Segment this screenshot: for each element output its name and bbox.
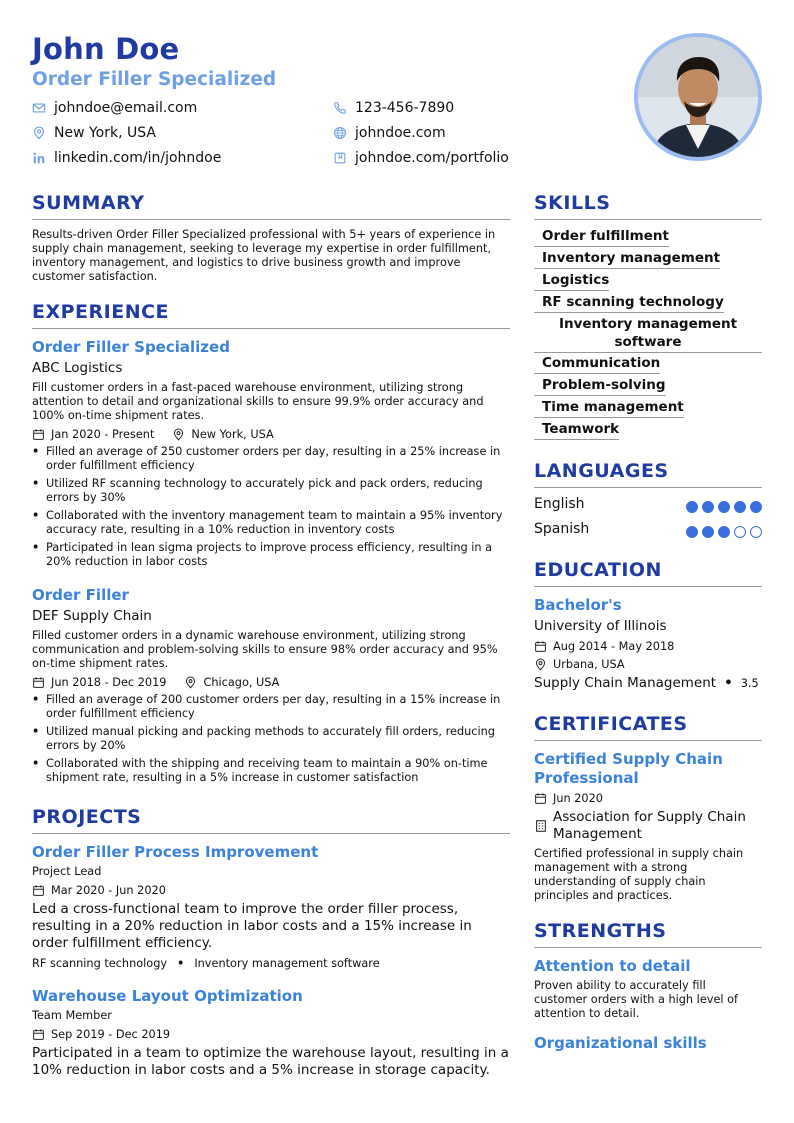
experience-divider: [32, 328, 510, 329]
linkedin-icon: [32, 151, 46, 165]
projects-heading: PROJECTS: [32, 806, 142, 828]
strength-title: Attention to detail: [534, 957, 691, 975]
certificate-description: Certified professional in supply chain management with a strong understanding of supply chain principles and practices.: [534, 847, 744, 902]
project-dates: Mar 2020 - Jun 2020: [51, 883, 166, 897]
project-title: Order Filler Process Improvement: [32, 843, 319, 861]
project-tags: [32, 955, 380, 971]
skill-item: Communication: [534, 354, 660, 374]
experience-heading: EXPERIENCE: [32, 301, 170, 323]
job-bullet: • Participated in lean sigma projects to improve process efficiency, resulting in a 20% reduction in labor costs: [32, 541, 510, 569]
calendar-icon: [534, 640, 547, 653]
education-field-row: [534, 675, 759, 691]
map-pin-icon: [184, 676, 197, 689]
skill-item: RF scanning technology: [534, 293, 724, 313]
proficiency-dot-filled: [686, 501, 698, 513]
skill-item: Teamwork: [534, 420, 619, 440]
project-tag: RF scanning technology: [32, 956, 168, 970]
skill-item: Inventory management software: [534, 315, 762, 353]
globe-icon: [333, 126, 347, 140]
calendar-icon: [32, 428, 45, 441]
job-meta: [32, 674, 279, 690]
contact-phone-text: 123-456-7890: [355, 100, 455, 116]
skill-item: Problem-solving: [534, 376, 666, 396]
job-bullet: • Collaborated with the shipping and receiving team to maintain a 90% on-time shipment rate, resulting in a 5% increase in customer satisfaction: [32, 757, 510, 785]
languages-divider: [534, 487, 762, 488]
project-description: Participated in a team to optimize the warehouse layout, resulting in a 10% reduction in labor costs and a 5% increase in storage capacity.: [32, 1045, 509, 1078]
education-school: University of Illinois: [534, 618, 667, 634]
strength-description: Proven ability to accurately fill customer orders with a high level of attention to detail.: [534, 979, 739, 1020]
education-field: Supply Chain Management: [534, 675, 717, 691]
skills-heading: SKILLS: [534, 192, 611, 214]
contact-phone[interactable]: [333, 98, 454, 118]
skill-item: Order fulfillment: [534, 227, 669, 247]
contact-portfolio[interactable]: [333, 148, 509, 168]
job-bullet: • Collaborated with the inventory management team to maintain a 95% inventory accuracy rate, resulting in a 10% reduction in inventory costs: [32, 509, 510, 537]
strengths-heading: STRENGTHS: [534, 920, 667, 942]
certificate-issuer: Association for Supply Chain Management: [553, 809, 746, 842]
contact-email[interactable]: [32, 98, 197, 118]
map-pin-icon: [534, 658, 547, 671]
job-bullet: • Filled an average of 200 customer orders per day, resulting in a 15% increase in order fulfillment efficiency: [32, 693, 510, 721]
contact-website-text: johndoe.com: [355, 125, 446, 141]
contact-linkedin-text: linkedin.com/in/johndoe: [54, 150, 222, 166]
languages-heading: LANGUAGES: [534, 460, 669, 482]
job-bullet: • Utilized RF scanning technology to accurately pick and pack orders, reducing errors by 30%: [32, 477, 510, 505]
certificate-issuer-row: [534, 809, 762, 843]
certificate-date-row: [534, 790, 603, 806]
proficiency-dot-filled: [702, 526, 714, 538]
job-location: Chicago, USA: [203, 675, 280, 689]
education-divider: [534, 586, 762, 587]
skill-item: Inventory management: [534, 249, 720, 269]
certificates-heading: CERTIFICATES: [534, 713, 688, 735]
building-icon: [534, 819, 548, 833]
skill-item: Time management: [534, 398, 684, 418]
contact-portfolio-text: johndoe.com/portfolio: [355, 150, 509, 166]
job-bullet: • Filled an average of 250 customer orders per day, resulting in a 25% increase in order fulfillment efficiency: [32, 445, 510, 473]
job-dates: Jan 2020 - Present: [51, 427, 155, 441]
certificate-title: Certified Supply Chain Professional: [534, 750, 723, 787]
project-dates: Sep 2019 - Dec 2019: [51, 1027, 171, 1041]
education-degree: Bachelor's: [534, 596, 622, 614]
strengths-divider: [534, 947, 762, 948]
candidate-name: John Doe: [32, 32, 180, 66]
job-description: Fill customer orders in a fast-paced warehouse environment, utilizing strong attention to detail and organizational skills to ensure 99.9% order accuracy and 100% on-time shipment rates.: [32, 381, 484, 422]
job-company: DEF Supply Chain: [32, 608, 152, 624]
map-pin-icon: [172, 428, 185, 441]
job-description: Filled customer orders in a dynamic warehouse environment, utilizing strong communication and problem-solving skills to ensure 98% order accuracy and 95% on-time shipment rates.: [32, 629, 498, 670]
mail-icon: [32, 101, 46, 115]
project-description: Led a cross-functional team to improve the order filler process, resulting in a 20% reduction in labor costs and a 15% increase in order fulfillment efficiency.: [32, 901, 472, 951]
language-name: Spanish: [534, 521, 590, 537]
project-role: Project Lead: [32, 865, 102, 878]
profile-photo: [634, 33, 762, 161]
certificates-divider: [534, 740, 762, 741]
phone-icon: [333, 101, 347, 115]
project-tag: Inventory management software: [194, 956, 380, 970]
contact-location-text: New York, USA: [54, 125, 156, 141]
summary-heading: SUMMARY: [32, 192, 145, 214]
job-dates: Jun 2018 - Dec 2019: [51, 675, 167, 689]
education-gpa: 3.5: [740, 676, 759, 690]
job-location: New York, USA: [191, 427, 274, 441]
education-dates: Aug 2014 - May 2018: [553, 639, 675, 653]
summary-text: Results-driven Order Filler Specialized professional with 5+ years of experience in supply chain management, seeking to leverage my expertise in order fulfillment, inventory management, and logistics to drive business growth and improve customer satisfaction.: [32, 228, 496, 283]
map-pin-icon: [32, 126, 46, 140]
project-meta: [32, 1026, 170, 1042]
projects-divider: [32, 833, 510, 834]
language-name: English: [534, 496, 585, 512]
education-dates-row: [534, 638, 674, 654]
tag-separator: •: [177, 956, 185, 970]
project-title: Warehouse Layout Optimization: [32, 987, 303, 1005]
calendar-icon: [534, 792, 547, 805]
calendar-icon: [32, 1028, 45, 1041]
proficiency-dot-filled: [718, 526, 730, 538]
proficiency-dot-empty: [734, 526, 746, 538]
summary-divider: [32, 219, 510, 220]
project-role: Team Member: [32, 1009, 112, 1022]
bookmark-icon: [333, 151, 347, 165]
education-location: Urbana, USA: [553, 657, 625, 671]
contact-email-text: johndoe@email.com: [54, 100, 198, 116]
skills-divider: [534, 219, 762, 220]
contact-website[interactable]: [333, 123, 446, 143]
candidate-role: Order Filler Specialized: [32, 69, 277, 90]
proficiency-dot-filled: [750, 501, 762, 513]
contact-location: [32, 123, 156, 143]
strength-title: Organizational skills: [534, 1034, 707, 1052]
job-title: Order Filler: [32, 586, 129, 604]
calendar-icon: [32, 676, 45, 689]
avatar-portrait: [638, 37, 758, 157]
job-meta: [32, 426, 274, 442]
proficiency-dot-filled: [702, 501, 714, 513]
proficiency-dot-filled: [718, 501, 730, 513]
skill-item: Logistics: [534, 271, 609, 291]
job-company: ABC Logistics: [32, 360, 123, 376]
certificate-date: Jun 2020: [553, 791, 603, 805]
proficiency-dot-empty: [750, 526, 762, 538]
job-title: Order Filler Specialized: [32, 338, 230, 356]
education-heading: EDUCATION: [534, 559, 662, 581]
calendar-icon: [32, 884, 45, 897]
language-level-english: [682, 501, 762, 513]
project-meta: [32, 882, 166, 898]
field-separator: •: [724, 675, 733, 691]
job-bullet: • Utilized manual picking and packing methods to accurately fill orders, reducing errors by 20%: [32, 725, 510, 753]
proficiency-dot-filled: [686, 526, 698, 538]
contact-linkedin[interactable]: [32, 148, 221, 168]
proficiency-dot-filled: [734, 501, 746, 513]
language-level-spanish: [682, 526, 762, 538]
education-location-row: [534, 656, 625, 672]
